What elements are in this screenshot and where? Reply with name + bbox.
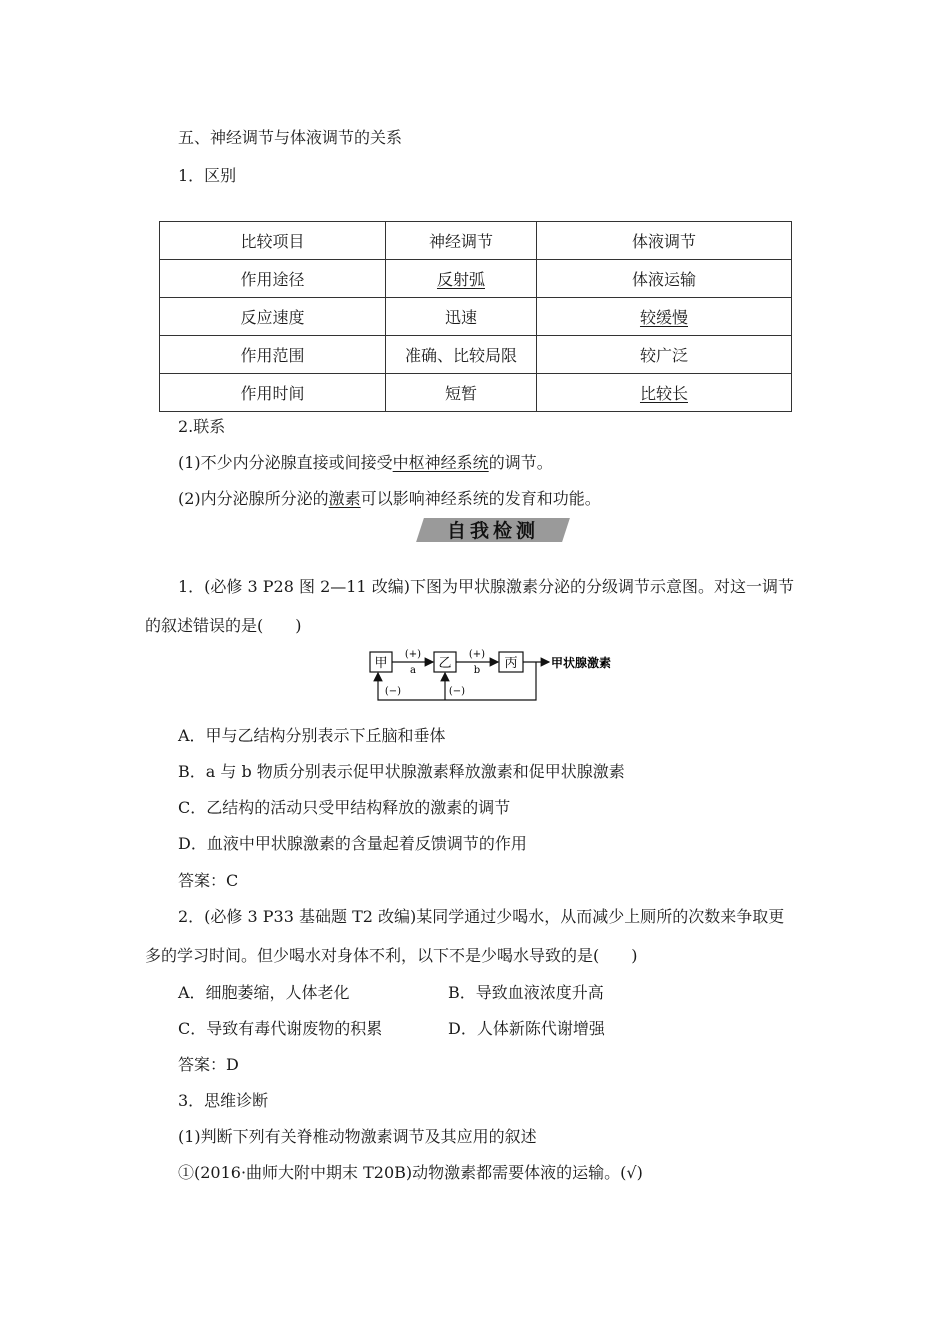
comparison-table	[159, 221, 792, 412]
table-cell: 较广泛	[537, 336, 792, 374]
question-2-stem: 2．(必修 3 P33 基础题 T2 改编)某同学通过少喝水，从而减少上厕所的次数来争取更	[178, 907, 785, 926]
question-2-option-d: D．人体新陈代谢增强	[448, 1019, 605, 1038]
question-2-stem-cont: 多的学习时间。但少喝水对身体不利，以下不是少喝水导致的是( )	[145, 946, 638, 965]
plus-sign-a: (+)	[404, 649, 422, 660]
label-yi: 乙	[438, 656, 452, 671]
table-cell: 作用途径	[160, 260, 386, 298]
table-row	[160, 336, 792, 374]
table-cell: 迅速	[386, 298, 537, 336]
subheading-connection: 2.联系	[178, 417, 226, 436]
table-cell: 作用范围	[160, 336, 386, 374]
section-title: 五、神经调节与体液调节的关系	[178, 128, 403, 147]
label-b: b	[473, 665, 481, 676]
minus-sign-yi: (−)	[448, 686, 466, 697]
table-cell: 作用时间	[160, 374, 386, 412]
subheading-difference: 1．区别	[178, 166, 237, 185]
table-cell: 短暂	[386, 374, 537, 412]
table-header: 体液调节	[537, 222, 792, 260]
question-2-option-c: C．导致有毒代谢废物的积累	[178, 1019, 383, 1038]
question-1-option: D．血液中甲状腺激素的含量起着反馈调节的作用	[178, 834, 527, 853]
table-header: 比较项目	[160, 222, 386, 260]
label-thyroid-hormone: 甲状腺激素	[551, 656, 612, 670]
question-2-option-b: B．导致血液浓度升高	[448, 983, 604, 1002]
table-row	[160, 260, 792, 298]
minus-sign-jia: (−)	[384, 686, 402, 697]
label-jia: 甲	[374, 656, 388, 671]
question-2-answer: 答案：D	[178, 1055, 239, 1074]
table-cell: 准确、比较局限	[386, 336, 537, 374]
question-3-title: 3．思维诊断	[178, 1091, 269, 1110]
table-cell: 体液运输	[537, 260, 792, 298]
table-header: 神经调节	[386, 222, 537, 260]
question-1-option: A．甲与乙结构分别表示下丘脑和垂体	[178, 726, 446, 745]
self-check-banner: 自我检测	[420, 518, 570, 546]
plus-sign-b: (+)	[468, 649, 486, 660]
table-row	[160, 298, 792, 336]
table-cell: 反射弧	[386, 260, 537, 298]
table-cell: 比较长	[537, 374, 792, 412]
label-a: a	[410, 665, 416, 676]
question-1-answer: 答案：C	[178, 871, 239, 890]
question-3-item-1: ①(2016·曲师大附中期末 T20B)动物激素都需要体液的运输。(√)	[178, 1163, 643, 1182]
question-1-option: C．乙结构的活动只受甲结构释放的激素的调节	[178, 798, 511, 817]
table-row	[160, 374, 792, 412]
label-bing: 丙	[504, 656, 518, 671]
question-1-stem: 1．(必修 3 P28 图 2—11 改编)下图为甲状腺激素分泌的分级调节示意图。对这一调节	[178, 577, 794, 596]
question-3-subheading: (1)判断下列有关脊椎动物激素调节及其应用的叙述	[178, 1127, 537, 1146]
thyroid-regulation-diagram	[360, 646, 630, 706]
question-2-option-a: A．细胞萎缩，人体老化	[178, 983, 350, 1002]
question-1-stem-cont: 的叙述错误的是( )	[145, 616, 302, 635]
table-cell: 较缓慢	[537, 298, 792, 336]
connection-item-1: (1)不少内分泌腺直接或间接受中枢神经系统的调节。	[178, 453, 553, 472]
table-cell: 反应速度	[160, 298, 386, 336]
table-header-row	[160, 222, 792, 260]
connection-item-2: (2)内分泌腺所分泌的激素可以影响神经系统的发育和功能。	[178, 489, 601, 508]
question-1-option: B．a 与 b 物质分别表示促甲状腺激素释放激素和促甲状腺激素	[178, 762, 625, 781]
